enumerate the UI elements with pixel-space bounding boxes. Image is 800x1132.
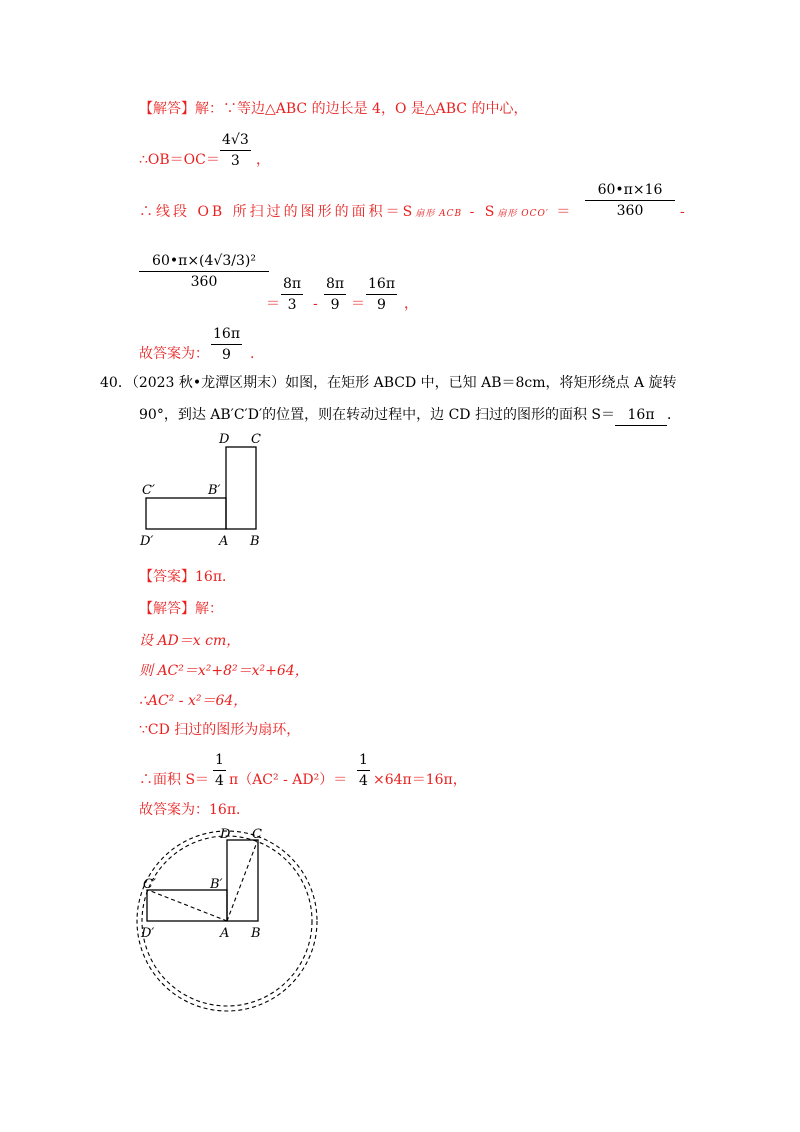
rect-abcd (227, 840, 258, 921)
label-c-prime: C′ (143, 877, 156, 892)
equals: ＝ (556, 204, 574, 220)
area-result: ×64π＝16π， (373, 772, 467, 788)
solution-text: 解：∵等边△ABC 的边长是 4，O 是△ABC 的中心， (195, 101, 528, 117)
diagonal-ac (227, 842, 257, 921)
comma: ， (404, 296, 418, 312)
label-c: C (252, 827, 262, 842)
equals: ＝ (266, 296, 280, 312)
area-text: ∴线段 OB 所扫过的图形的面积＝S (139, 204, 416, 220)
minus-s: - S (462, 204, 498, 220)
answer-blank: 16π (615, 405, 667, 426)
area-lhs: ∴面积 S＝ (139, 772, 210, 788)
label-d: D (220, 827, 231, 842)
diagonal-ac-prime (148, 890, 227, 921)
area-middle: π（AC² - AD²）＝ (229, 772, 348, 788)
equation-lhs: ∴OB＝OC＝ (139, 152, 220, 168)
fraction-answer (211, 325, 242, 364)
denominator: 360 (616, 203, 644, 219)
answer-label: 故答案为： (139, 346, 209, 362)
numerator: 1 (359, 752, 368, 768)
fraction-sector-2 (139, 252, 269, 291)
numerator: 4√3 (222, 132, 249, 148)
denominator: 9 (222, 347, 231, 363)
numerator: 1 (215, 752, 224, 768)
answer-bracket: 【解答】 (139, 101, 195, 117)
fraction-quarter-1 (213, 751, 226, 790)
numerator: 16π (368, 276, 396, 292)
step-2: 则 AC²＝x²+8²＝x²+64， (139, 663, 309, 679)
answer-line-2: 【答案】16π． (139, 569, 237, 585)
denominator: 9 (330, 297, 340, 313)
numerator: 60•π×16 (597, 182, 663, 198)
period: . (250, 346, 255, 362)
denominator: 4 (215, 773, 224, 789)
minus: - (313, 296, 318, 312)
question-text-2: 90°，到达 AB′C′D′的位置，则在转动过程中，边 CD 扫过的图形的面积 S＝ (139, 407, 616, 423)
denominator: 4 (359, 773, 368, 789)
fraction-8pi-9 (324, 275, 346, 314)
step-4: ∵CD 扫过的图形为扇环， (139, 722, 301, 738)
step-3: ∴AC² - x²＝64， (139, 693, 248, 709)
label-d: D (219, 432, 230, 447)
question-40-line-2 (139, 405, 681, 426)
label-b-prime: B′ (208, 483, 221, 498)
numerator: 60•π×(4√3/3)² (152, 253, 256, 269)
step-1: 设 AD＝x cm， (139, 633, 241, 649)
label-d-prime: D′ (141, 926, 155, 941)
question-text: （2023 秋•龙潭区期末）如图，在矩形 ABCD 中，已知 AB＝8cm，将矩形绕点 A 旋转 (131, 375, 677, 391)
comma: ， (256, 152, 270, 168)
label-b-prime: B′ (210, 877, 223, 892)
fraction-8pi-3 (281, 275, 303, 314)
equals: ＝ (351, 296, 365, 312)
denominator: 9 (377, 297, 386, 313)
label-c: C (251, 432, 261, 447)
numerator: 16π (213, 326, 241, 342)
solution-line-1 (139, 99, 527, 119)
question-period: ． (667, 407, 682, 423)
label-a: A (219, 534, 229, 549)
subscript-acb: 扇形 ACB (415, 209, 463, 219)
rect-abcd (226, 447, 256, 529)
label-b: B (250, 534, 260, 549)
rect-abcd-rotated (146, 498, 226, 529)
denominator: 3 (230, 153, 240, 169)
numerator: 8π (326, 276, 345, 292)
denominator: 360 (190, 274, 218, 290)
label-d-prime: D′ (140, 534, 154, 549)
trailing-minus: - (680, 204, 685, 220)
denominator: 3 (287, 297, 297, 313)
outer-circle-ac (137, 831, 317, 1011)
solution-line-3 (139, 202, 573, 224)
fraction-ob (220, 131, 251, 170)
subscript-oco: 扇形 OCO′ (497, 209, 549, 219)
fraction-sector-1 (585, 181, 675, 220)
label-a: A (220, 926, 230, 941)
question-40-line-1 (100, 373, 677, 393)
rect-abcd-rotated (147, 890, 227, 921)
label-c-prime: C′ (142, 483, 155, 498)
question-number: 40． (100, 375, 132, 391)
fraction-quarter-2 (357, 751, 370, 790)
label-b: B (251, 926, 261, 941)
solution-line-2 (139, 150, 220, 170)
step-5 (139, 770, 209, 790)
solution-heading: 【解答】解： (139, 601, 223, 617)
fraction-16pi-9 (366, 275, 397, 314)
inner-circle-ad (142, 836, 312, 1006)
final-answer: 故答案为：16π． (139, 802, 251, 818)
numerator: 8π (283, 276, 302, 292)
answer-line-1 (139, 344, 209, 364)
